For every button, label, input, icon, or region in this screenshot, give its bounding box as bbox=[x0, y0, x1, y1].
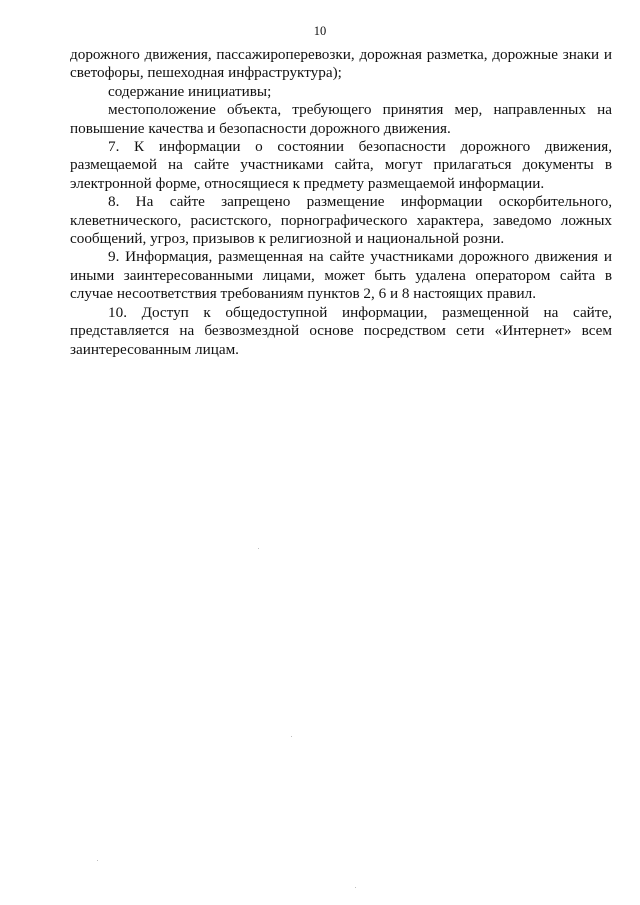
scan-speck bbox=[291, 736, 292, 737]
paragraph-item-7: 7. К информации о состоянии безопасности дорожного движения, размещаемой на сайте участниками сайта, могут прилагаться документы в электронной форме, относящиеся к предмету размещаемой информации. bbox=[70, 138, 612, 192]
scan-speck bbox=[355, 887, 356, 888]
paragraph-continuation: дорожного движения, пассажироперевозки, дорожная разметка, дорожные знаки и светофоры, пешеходная инфраструктура); bbox=[70, 46, 612, 82]
scan-speck bbox=[97, 860, 98, 861]
document-body bbox=[70, 46, 612, 359]
scan-speck bbox=[258, 548, 259, 549]
paragraph-item-10: 10. Доступ к общедоступной информации, размещенной на сайте, представляется на безвозмездной основе посредством сети «Интернет» всем заинтересованным лицам. bbox=[70, 303, 612, 358]
paragraph-item-8: 8. На сайте запрещено размещение информации оскорбительного, клеветнического, расистского, порнографического характера, заведомо ложных сообщений, угроз, призывов к религиозной и национальной розни. bbox=[70, 193, 612, 248]
paragraph-item-9: 9. Информация, размещенная на сайте участниками дорожного движения и иными заинтересованными лицами, может быть удалена оператором сайта в случае несоответствия требованиям пунктов 2, 6 и 8 настоящих правил. bbox=[70, 248, 612, 303]
paragraph-object-location: местоположение объекта, требующего принятия мер, направленных на повышение качества и безопасности дорожного движения. bbox=[70, 101, 612, 137]
page-number: 10 bbox=[313, 24, 327, 38]
paragraph-initiative-content: содержание инициативы; bbox=[108, 82, 272, 100]
